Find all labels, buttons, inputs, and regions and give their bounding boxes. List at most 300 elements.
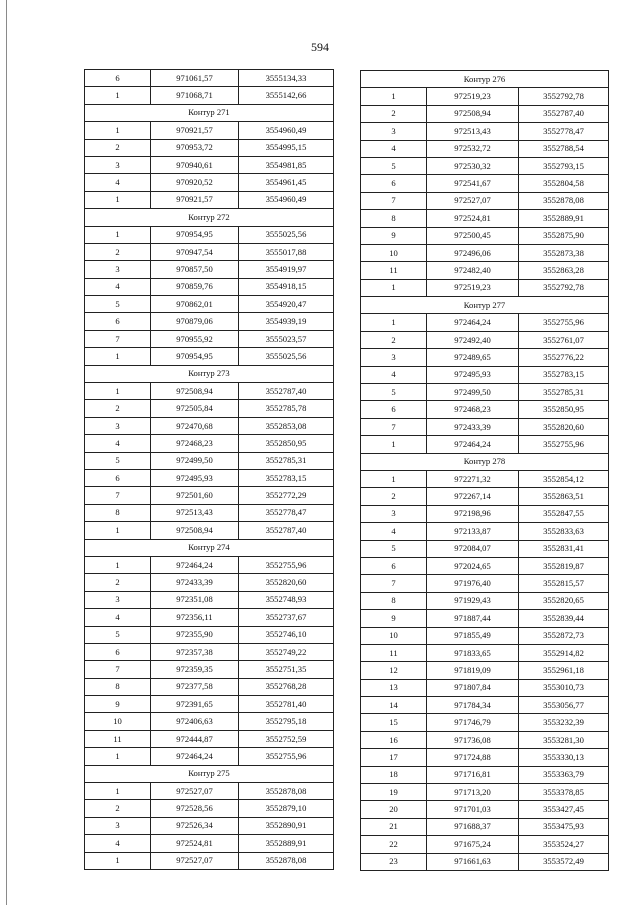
- point-number-cell: 23: [361, 853, 427, 870]
- y-coordinate-cell: 3552793,15: [519, 157, 609, 174]
- x-coordinate-cell: 972444,87: [151, 730, 239, 747]
- coordinate-row: [85, 591, 334, 608]
- point-number-cell: 19: [361, 784, 427, 801]
- contour-title: Контур 275: [85, 765, 334, 782]
- y-coordinate-cell: 3552748,93: [239, 591, 334, 608]
- contour-header-row: [361, 297, 609, 314]
- contour-header-row: [361, 71, 609, 88]
- x-coordinate-cell: 971929,43: [427, 592, 519, 609]
- x-coordinate-cell: 972433,39: [151, 574, 239, 591]
- x-coordinate-cell: 971716,81: [427, 766, 519, 783]
- y-coordinate-cell: 3552751,35: [239, 661, 334, 678]
- contour-title: Контур 272: [85, 209, 334, 226]
- point-number-cell: 6: [85, 469, 151, 486]
- point-number-cell: 3: [361, 349, 427, 366]
- point-number-cell: 6: [85, 643, 151, 660]
- point-number-cell: 8: [85, 504, 151, 521]
- point-number-cell: 10: [361, 627, 427, 644]
- y-coordinate-cell: 3555025,56: [239, 226, 334, 243]
- point-number-cell: 11: [85, 730, 151, 747]
- x-coordinate-cell: 972527,07: [427, 192, 519, 209]
- y-coordinate-cell: 3552863,51: [519, 488, 609, 505]
- x-coordinate-cell: 970954,95: [151, 226, 239, 243]
- coordinate-row: [361, 818, 609, 835]
- coordinate-row: [85, 522, 334, 539]
- y-coordinate-cell: 3552785,78: [239, 400, 334, 417]
- coordinate-row: [361, 784, 609, 801]
- y-coordinate-cell: 3552872,73: [519, 627, 609, 644]
- y-coordinate-cell: 3552776,22: [519, 349, 609, 366]
- coordinate-row: [85, 435, 334, 452]
- x-coordinate-cell: 972464,24: [151, 748, 239, 765]
- x-coordinate-cell: 971675,24: [427, 836, 519, 853]
- x-coordinate-cell: 972482,40: [427, 262, 519, 279]
- y-coordinate-cell: 3552792,78: [519, 88, 609, 105]
- x-coordinate-cell: 972391,65: [151, 696, 239, 713]
- point-number-cell: 7: [361, 192, 427, 209]
- y-coordinate-cell: 3553378,85: [519, 784, 609, 801]
- contour-title: Контур 276: [361, 71, 609, 88]
- x-coordinate-cell: 972377,58: [151, 678, 239, 695]
- x-coordinate-cell: 972356,11: [151, 609, 239, 626]
- point-number-cell: 9: [361, 227, 427, 244]
- contour-title: Контур 277: [361, 297, 609, 314]
- coordinate-row: [85, 661, 334, 678]
- point-number-cell: 6: [361, 175, 427, 192]
- coordinate-row: [361, 349, 609, 366]
- point-number-cell: 1: [85, 348, 151, 365]
- x-coordinate-cell: 972271,32: [427, 470, 519, 487]
- point-number-cell: 9: [85, 696, 151, 713]
- point-number-cell: 1: [85, 191, 151, 208]
- y-coordinate-cell: 3552768,28: [239, 678, 334, 695]
- y-coordinate-cell: 3552890,91: [239, 817, 334, 834]
- coordinate-row: [85, 87, 334, 104]
- y-coordinate-cell: 3552850,95: [519, 401, 609, 418]
- point-number-cell: 3: [361, 505, 427, 522]
- y-coordinate-cell: 3553281,30: [519, 731, 609, 748]
- x-coordinate-cell: 970955,92: [151, 330, 239, 347]
- point-number-cell: 5: [85, 626, 151, 643]
- x-coordinate-cell: 970954,95: [151, 348, 239, 365]
- coordinate-row: [361, 366, 609, 383]
- y-coordinate-cell: 3554961,45: [239, 174, 334, 191]
- contour-title: Контур 278: [361, 453, 609, 470]
- x-coordinate-cell: 971724,88: [427, 749, 519, 766]
- x-coordinate-cell: 972359,35: [151, 661, 239, 678]
- point-number-cell: 4: [85, 278, 151, 295]
- x-coordinate-cell: 972492,40: [427, 331, 519, 348]
- contour-header-row: [85, 539, 334, 556]
- x-coordinate-cell: 972519,23: [427, 279, 519, 296]
- point-number-cell: 3: [85, 817, 151, 834]
- y-coordinate-cell: 3552850,95: [239, 435, 334, 452]
- point-number-cell: 21: [361, 818, 427, 835]
- x-coordinate-cell: 972501,60: [151, 487, 239, 504]
- y-coordinate-cell: 3552815,57: [519, 575, 609, 592]
- coordinate-row: [361, 697, 609, 714]
- y-coordinate-cell: 3552833,63: [519, 523, 609, 540]
- coordinate-row: [85, 383, 334, 400]
- y-coordinate-cell: 3552785,31: [519, 384, 609, 401]
- x-coordinate-cell: 971784,34: [427, 697, 519, 714]
- point-number-cell: 2: [361, 105, 427, 122]
- point-number-cell: 1: [85, 556, 151, 573]
- point-number-cell: 5: [361, 540, 427, 557]
- point-number-cell: 6: [361, 401, 427, 418]
- coordinate-row: [361, 662, 609, 679]
- point-number-cell: 7: [85, 487, 151, 504]
- contour-header-row: [85, 209, 334, 226]
- x-coordinate-cell: 972355,90: [151, 626, 239, 643]
- y-coordinate-cell: 3554920,47: [239, 296, 334, 313]
- coordinate-row: [361, 123, 609, 140]
- coordinate-row: [361, 279, 609, 296]
- point-number-cell: 1: [361, 470, 427, 487]
- coordinate-row: [85, 243, 334, 260]
- point-number-cell: 15: [361, 714, 427, 731]
- coordinate-row: [85, 609, 334, 626]
- y-coordinate-cell: 3552752,59: [239, 730, 334, 747]
- x-coordinate-cell: 972084,07: [427, 540, 519, 557]
- x-coordinate-cell: 972489,65: [427, 349, 519, 366]
- coordinate-row: [85, 348, 334, 365]
- coordinate-row: [85, 626, 334, 643]
- coordinate-row: [361, 627, 609, 644]
- coordinate-row: [85, 278, 334, 295]
- contour-header-row: [85, 765, 334, 782]
- coordinate-row: [361, 592, 609, 609]
- point-number-cell: 4: [85, 174, 151, 191]
- y-coordinate-cell: 3554995,15: [239, 139, 334, 156]
- x-coordinate-cell: 972541,67: [427, 175, 519, 192]
- y-coordinate-cell: 3554918,15: [239, 278, 334, 295]
- x-coordinate-cell: 972524,81: [151, 835, 239, 852]
- point-number-cell: 1: [85, 122, 151, 139]
- coordinate-row: [85, 730, 334, 747]
- coordinate-row: [85, 122, 334, 139]
- point-number-cell: 9: [361, 610, 427, 627]
- point-number-cell: 5: [85, 452, 151, 469]
- point-number-cell: 6: [361, 557, 427, 574]
- contour-header-row: [85, 104, 334, 121]
- y-coordinate-cell: 3552755,96: [519, 436, 609, 453]
- x-coordinate-cell: 972530,32: [427, 157, 519, 174]
- y-coordinate-cell: 3552889,91: [239, 835, 334, 852]
- y-coordinate-cell: 3552961,18: [519, 662, 609, 679]
- y-coordinate-cell: 3554960,49: [239, 191, 334, 208]
- coordinate-row: [361, 401, 609, 418]
- coordinates-table-right: [360, 70, 609, 871]
- coordinates-table-left: [84, 69, 334, 870]
- point-number-cell: 11: [361, 644, 427, 661]
- coordinate-row: [361, 853, 609, 870]
- point-number-cell: 10: [361, 244, 427, 261]
- y-coordinate-cell: 3555025,56: [239, 348, 334, 365]
- point-number-cell: 5: [85, 296, 151, 313]
- y-coordinate-cell: 3552889,91: [519, 210, 609, 227]
- coordinate-row: [85, 556, 334, 573]
- x-coordinate-cell: 972267,14: [427, 488, 519, 505]
- x-coordinate-cell: 971976,40: [427, 575, 519, 592]
- y-coordinate-cell: 3552853,08: [239, 417, 334, 434]
- y-coordinate-cell: 3552792,78: [519, 279, 609, 296]
- point-number-cell: 3: [361, 123, 427, 140]
- point-number-cell: 4: [361, 140, 427, 157]
- point-number-cell: 20: [361, 801, 427, 818]
- y-coordinate-cell: 3552787,40: [519, 105, 609, 122]
- y-coordinate-cell: 3555134,33: [239, 70, 334, 87]
- coordinate-row: [361, 436, 609, 453]
- y-coordinate-cell: 3552854,12: [519, 470, 609, 487]
- x-coordinate-cell: 971833,65: [427, 644, 519, 661]
- point-number-cell: 16: [361, 731, 427, 748]
- x-coordinate-cell: 971061,57: [151, 70, 239, 87]
- coordinate-row: [361, 610, 609, 627]
- point-number-cell: 1: [85, 748, 151, 765]
- x-coordinate-cell: 972532,72: [427, 140, 519, 157]
- coordinate-row: [361, 262, 609, 279]
- point-number-cell: 3: [85, 261, 151, 278]
- x-coordinate-cell: 970859,76: [151, 278, 239, 295]
- contour-header-row: [361, 453, 609, 470]
- coordinate-row: [361, 470, 609, 487]
- coordinate-row: [85, 70, 334, 87]
- point-number-cell: 8: [361, 210, 427, 227]
- x-coordinate-cell: 971807,84: [427, 679, 519, 696]
- x-coordinate-cell: 970921,57: [151, 122, 239, 139]
- coordinate-row: [85, 400, 334, 417]
- coordinate-row: [361, 105, 609, 122]
- x-coordinate-cell: 972499,50: [427, 384, 519, 401]
- coordinate-row: [361, 175, 609, 192]
- x-coordinate-cell: 971068,71: [151, 87, 239, 104]
- x-coordinate-cell: 972513,43: [427, 123, 519, 140]
- y-coordinate-cell: 3552878,08: [239, 783, 334, 800]
- y-coordinate-cell: 3552914,82: [519, 644, 609, 661]
- y-coordinate-cell: 3552746,10: [239, 626, 334, 643]
- y-coordinate-cell: 3552755,96: [239, 556, 334, 573]
- x-coordinate-cell: 972495,93: [427, 366, 519, 383]
- point-number-cell: 3: [85, 417, 151, 434]
- point-number-cell: 22: [361, 836, 427, 853]
- coordinate-row: [85, 174, 334, 191]
- point-number-cell: 4: [361, 523, 427, 540]
- point-number-cell: 4: [85, 609, 151, 626]
- x-coordinate-cell: 971661,63: [427, 853, 519, 870]
- y-coordinate-cell: 3552831,41: [519, 540, 609, 557]
- y-coordinate-cell: 3552781,40: [239, 696, 334, 713]
- x-coordinate-cell: 972464,24: [151, 556, 239, 573]
- point-number-cell: 7: [361, 418, 427, 435]
- point-number-cell: 1: [361, 436, 427, 453]
- coordinate-row: [361, 801, 609, 818]
- point-number-cell: 10: [85, 713, 151, 730]
- coordinate-row: [361, 644, 609, 661]
- x-coordinate-cell: 972513,43: [151, 504, 239, 521]
- x-coordinate-cell: 972468,23: [151, 435, 239, 452]
- coordinate-row: [85, 817, 334, 834]
- x-coordinate-cell: 970940,61: [151, 156, 239, 173]
- y-coordinate-cell: 3552737,67: [239, 609, 334, 626]
- point-number-cell: 7: [85, 661, 151, 678]
- x-coordinate-cell: 972433,39: [427, 418, 519, 435]
- point-number-cell: 2: [85, 243, 151, 260]
- coordinate-row: [85, 226, 334, 243]
- coordinate-row: [85, 487, 334, 504]
- y-coordinate-cell: 3555142,66: [239, 87, 334, 104]
- y-coordinate-cell: 3555023,57: [239, 330, 334, 347]
- coordinate-row: [361, 384, 609, 401]
- point-number-cell: 1: [85, 383, 151, 400]
- coordinate-row: [361, 192, 609, 209]
- x-coordinate-cell: 972505,84: [151, 400, 239, 417]
- x-coordinate-cell: 972528,56: [151, 800, 239, 817]
- coordinate-row: [361, 679, 609, 696]
- y-coordinate-cell: 3553232,39: [519, 714, 609, 731]
- coordinate-row: [85, 852, 334, 869]
- coordinate-row: [361, 210, 609, 227]
- point-number-cell: 4: [85, 835, 151, 852]
- y-coordinate-cell: 3552778,47: [519, 123, 609, 140]
- coordinate-row: [85, 678, 334, 695]
- point-number-cell: 2: [361, 488, 427, 505]
- y-coordinate-cell: 3552761,07: [519, 331, 609, 348]
- y-coordinate-cell: 3552863,28: [519, 262, 609, 279]
- coordinate-row: [85, 191, 334, 208]
- coordinate-row: [85, 469, 334, 486]
- y-coordinate-cell: 3553363,79: [519, 766, 609, 783]
- x-coordinate-cell: 972524,81: [427, 210, 519, 227]
- contour-header-row: [85, 365, 334, 382]
- x-coordinate-cell: 972526,34: [151, 817, 239, 834]
- coordinate-row: [361, 140, 609, 157]
- coordinate-row: [361, 244, 609, 261]
- coordinate-row: [361, 714, 609, 731]
- x-coordinate-cell: 972468,23: [427, 401, 519, 418]
- x-coordinate-cell: 972519,23: [427, 88, 519, 105]
- y-coordinate-cell: 3552755,96: [519, 314, 609, 331]
- coordinate-row: [361, 227, 609, 244]
- coordinate-row: [85, 783, 334, 800]
- x-coordinate-cell: 971736,08: [427, 731, 519, 748]
- coordinate-row: [361, 836, 609, 853]
- coordinate-row: [361, 523, 609, 540]
- x-coordinate-cell: 971688,37: [427, 818, 519, 835]
- y-coordinate-cell: 3552795,18: [239, 713, 334, 730]
- x-coordinate-cell: 972499,50: [151, 452, 239, 469]
- x-coordinate-cell: 972527,07: [151, 783, 239, 800]
- x-coordinate-cell: 970953,72: [151, 139, 239, 156]
- point-number-cell: 4: [361, 366, 427, 383]
- point-number-cell: 8: [361, 592, 427, 609]
- y-coordinate-cell: 3552785,31: [239, 452, 334, 469]
- y-coordinate-cell: 3552879,10: [239, 800, 334, 817]
- x-coordinate-cell: 972464,24: [427, 314, 519, 331]
- x-coordinate-cell: 970921,57: [151, 191, 239, 208]
- coordinate-row: [85, 417, 334, 434]
- point-number-cell: 13: [361, 679, 427, 696]
- y-coordinate-cell: 3552788,54: [519, 140, 609, 157]
- y-coordinate-cell: 3553330,13: [519, 749, 609, 766]
- coordinate-row: [85, 296, 334, 313]
- y-coordinate-cell: 3552878,08: [519, 192, 609, 209]
- coordinate-row: [361, 575, 609, 592]
- y-coordinate-cell: 3554919,97: [239, 261, 334, 278]
- x-coordinate-cell: 972500,45: [427, 227, 519, 244]
- coordinate-row: [361, 505, 609, 522]
- contour-title: Контур 274: [85, 539, 334, 556]
- y-coordinate-cell: 3552778,47: [239, 504, 334, 521]
- coordinate-row: [85, 574, 334, 591]
- point-number-cell: 1: [85, 522, 151, 539]
- x-coordinate-cell: 972357,38: [151, 643, 239, 660]
- page-number: 594: [311, 40, 329, 54]
- x-coordinate-cell: 972508,94: [151, 383, 239, 400]
- x-coordinate-cell: 970920,52: [151, 174, 239, 191]
- y-coordinate-cell: 3552820,60: [519, 418, 609, 435]
- y-coordinate-cell: 3554939,19: [239, 313, 334, 330]
- coordinate-row: [361, 157, 609, 174]
- y-coordinate-cell: 3553056,77: [519, 697, 609, 714]
- y-coordinate-cell: 3552820,65: [519, 592, 609, 609]
- coordinate-row: [85, 504, 334, 521]
- x-coordinate-cell: 972508,94: [151, 522, 239, 539]
- y-coordinate-cell: 3552819,87: [519, 557, 609, 574]
- point-number-cell: 14: [361, 697, 427, 714]
- coordinate-row: [85, 800, 334, 817]
- x-coordinate-cell: 970857,50: [151, 261, 239, 278]
- point-number-cell: 1: [361, 314, 427, 331]
- scan-edge-line: [6, 0, 7, 905]
- coordinate-row: [361, 488, 609, 505]
- y-coordinate-cell: 3553427,45: [519, 801, 609, 818]
- coordinate-row: [361, 540, 609, 557]
- y-coordinate-cell: 3552787,40: [239, 522, 334, 539]
- coordinate-row: [85, 139, 334, 156]
- point-number-cell: 7: [85, 330, 151, 347]
- point-number-cell: 2: [85, 400, 151, 417]
- point-number-cell: 4: [85, 435, 151, 452]
- x-coordinate-cell: 972024,65: [427, 557, 519, 574]
- point-number-cell: 1: [85, 852, 151, 869]
- coordinate-row: [85, 713, 334, 730]
- x-coordinate-cell: 970862,01: [151, 296, 239, 313]
- point-number-cell: 6: [85, 313, 151, 330]
- coordinate-row: [85, 156, 334, 173]
- contour-title: Контур 273: [85, 365, 334, 382]
- coordinate-row: [85, 835, 334, 852]
- y-coordinate-cell: 3552783,15: [239, 469, 334, 486]
- coordinate-row: [85, 313, 334, 330]
- x-coordinate-cell: 972496,06: [427, 244, 519, 261]
- coordinate-row: [361, 418, 609, 435]
- x-coordinate-cell: 972351,08: [151, 591, 239, 608]
- coordinate-row: [85, 748, 334, 765]
- point-number-cell: 2: [361, 331, 427, 348]
- y-coordinate-cell: 3553010,73: [519, 679, 609, 696]
- x-coordinate-cell: 971746,79: [427, 714, 519, 731]
- y-coordinate-cell: 3554960,49: [239, 122, 334, 139]
- point-number-cell: 1: [361, 279, 427, 296]
- point-number-cell: 8: [85, 678, 151, 695]
- x-coordinate-cell: 972198,96: [427, 505, 519, 522]
- point-number-cell: 17: [361, 749, 427, 766]
- point-number-cell: 1: [85, 783, 151, 800]
- y-coordinate-cell: 3555017,88: [239, 243, 334, 260]
- x-coordinate-cell: 972527,07: [151, 852, 239, 869]
- y-coordinate-cell: 3553572,49: [519, 853, 609, 870]
